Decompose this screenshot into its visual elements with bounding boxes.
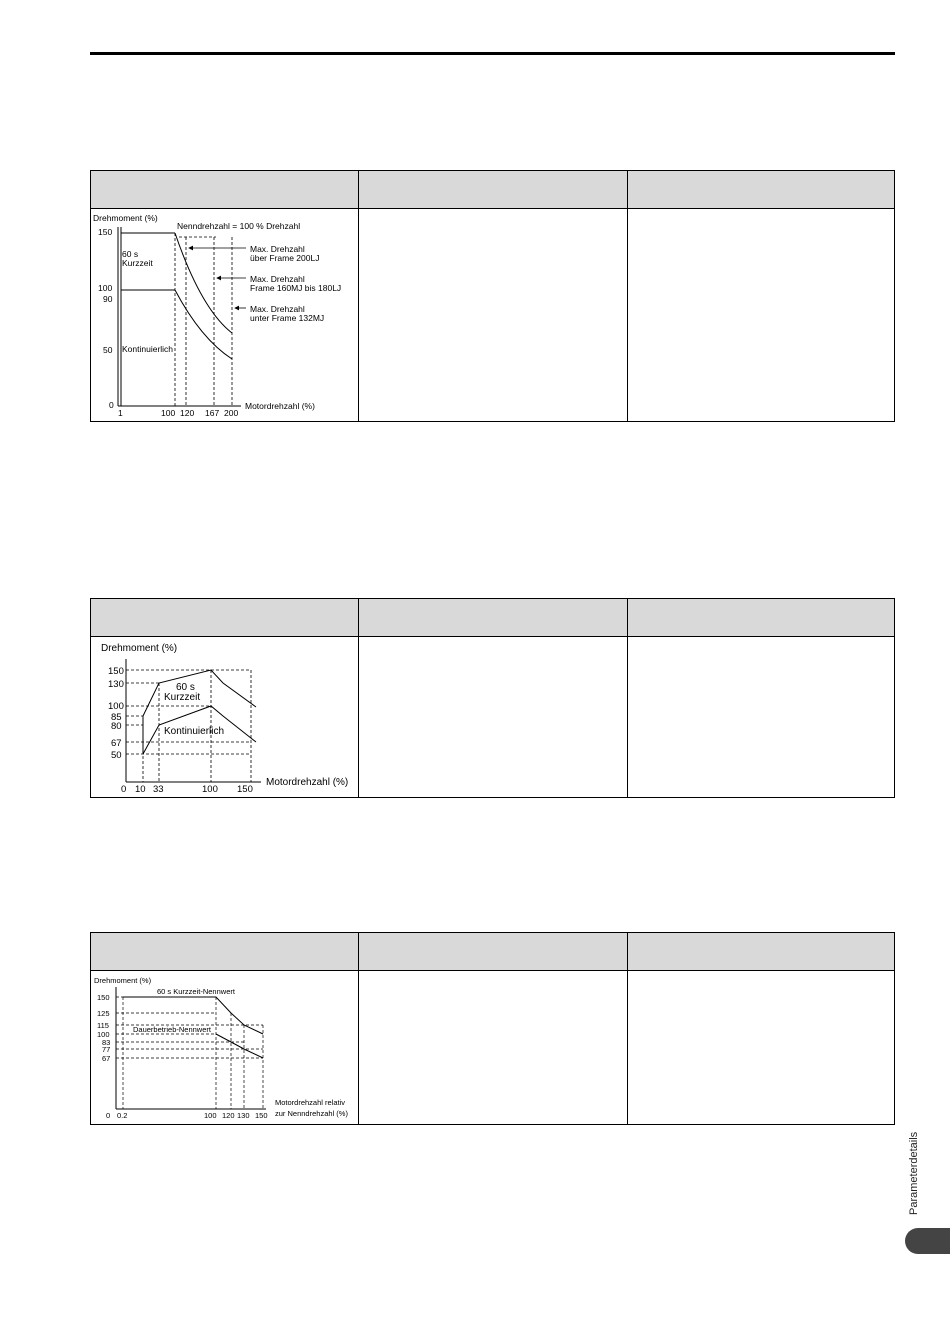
table-3-header-col-3 <box>628 933 894 970</box>
x-tick-33: 33 <box>153 784 164 795</box>
x-tick-167: 167 <box>205 408 220 418</box>
table-1-row <box>91 209 894 421</box>
table-1-header-col-1 <box>91 171 359 208</box>
table-2-figure-cell <box>91 637 359 797</box>
y-tick-150: 150 <box>97 993 110 1002</box>
x-axis-title-1: Motordrehzahl relativ <box>275 1098 346 1107</box>
x-tick-120: 120 <box>180 408 195 418</box>
table-3-header-col-2 <box>359 933 628 970</box>
y-axis-title: Drehmoment (%) <box>93 213 158 223</box>
table-2-cell-3 <box>628 637 894 797</box>
note-3-line-2: unter Frame 132MJ <box>250 313 325 323</box>
top-rule <box>90 52 895 55</box>
y-tick-150: 150 <box>98 227 113 237</box>
y-tick-80: 80 <box>111 721 122 732</box>
x-tick-200: 200 <box>224 408 239 418</box>
y-tick-67: 67 <box>111 738 122 749</box>
table-1-header <box>91 171 894 209</box>
torque-curve-3 <box>91 971 359 1124</box>
torque-curve-2 <box>91 637 359 797</box>
x-tick-150: 150 <box>255 1111 268 1120</box>
y-tick-77: 77 <box>102 1045 111 1054</box>
y-tick-67: 67 <box>102 1054 111 1063</box>
table-2-header-col-2 <box>359 599 628 636</box>
x-tick-1: 1 <box>118 408 123 418</box>
x-tick-120: 120 <box>222 1111 235 1120</box>
x-tick-100: 100 <box>204 1111 217 1120</box>
note-2-line-1: Max. Drehzahl <box>250 274 305 284</box>
note-2-line-2: Frame 160MJ bis 180LJ <box>250 283 342 293</box>
side-section-label: Parameterdetails <box>908 1131 920 1215</box>
table-1-cell-2 <box>359 209 628 421</box>
table-3-figure-cell <box>91 971 359 1124</box>
note-1-line-1: Max. Drehzahl <box>250 244 305 254</box>
x-axis-title: Motordrehzahl (%) <box>266 777 349 788</box>
note-3-line-1: Max. Drehzahl <box>250 304 305 314</box>
torque-curve-1 <box>91 209 359 421</box>
short-time-label: 60 s Kurzzeit-Nennwert <box>157 987 235 996</box>
y-tick-85: 85 <box>111 712 122 723</box>
continuous-label: Kontinuierlich <box>164 726 225 737</box>
y-tick-130: 130 <box>108 679 124 690</box>
short-time-label-1: 60 s <box>122 249 139 259</box>
y-tick-100: 100 <box>98 283 113 293</box>
table-1-header-col-3 <box>628 171 894 208</box>
y-tick-100: 100 <box>108 701 124 712</box>
table-1-cell-3 <box>628 209 894 421</box>
table-2-cell-2 <box>359 637 628 797</box>
rated-speed-note: Nenndrehzahl = 100 % Drehzahl <box>177 221 301 231</box>
table-2-header-col-3 <box>628 599 894 636</box>
continuous-label: Kontinuierlich <box>122 344 174 354</box>
table-3 <box>90 932 895 1125</box>
x-tick-0-2: 0.2 <box>117 1111 128 1120</box>
y-tick-50: 50 <box>103 345 113 355</box>
y-axis-title: Drehmoment (%) <box>101 643 178 654</box>
x-tick-150: 150 <box>237 784 253 795</box>
short-time-label-2: Kurzzeit <box>122 258 153 268</box>
x-axis-title-2: zur Nenndrehzahl (%) <box>275 1109 348 1118</box>
y-tick-50: 50 <box>111 750 122 761</box>
x-tick-130: 130 <box>237 1111 250 1120</box>
table-2-header-col-1 <box>91 599 359 636</box>
x-tick-0: 0 <box>121 784 127 795</box>
table-1-header-col-2 <box>359 171 628 208</box>
table-3-row <box>91 971 894 1124</box>
y-tick-115: 115 <box>97 1021 109 1030</box>
continuous-label: Dauerbetrieb-Nennwert <box>133 1025 211 1034</box>
short-time-label-1: 60 s <box>176 682 195 693</box>
x-tick-0: 0 <box>106 1111 111 1120</box>
table-1-figure-cell <box>91 209 359 421</box>
side-tab-marker <box>905 1228 950 1254</box>
table-1 <box>90 170 895 422</box>
y-axis-title: Drehmoment (%) <box>94 976 152 985</box>
table-2 <box>90 598 895 798</box>
x-tick-10: 10 <box>135 784 146 795</box>
note-1-line-2: über Frame 200LJ <box>250 253 320 263</box>
x-tick-100: 100 <box>161 408 176 418</box>
table-2-row <box>91 637 894 797</box>
table-3-header-col-1 <box>91 933 359 970</box>
table-2-header <box>91 599 894 637</box>
table-3-header <box>91 933 894 971</box>
y-tick-125: 125 <box>97 1009 110 1018</box>
x-axis-title: Motordrehzahl (%) <box>245 401 315 411</box>
short-time-label-2: Kurzzeit <box>164 692 201 703</box>
y-tick-90: 90 <box>103 294 113 304</box>
table-3-cell-3 <box>628 971 894 1124</box>
y-tick-83: 83 <box>102 1038 111 1047</box>
y-tick-0: 0 <box>109 400 114 410</box>
y-tick-100: 100 <box>97 1030 110 1039</box>
y-tick-150: 150 <box>108 666 124 677</box>
x-tick-100: 100 <box>202 784 218 795</box>
table-3-cell-2 <box>359 971 628 1124</box>
